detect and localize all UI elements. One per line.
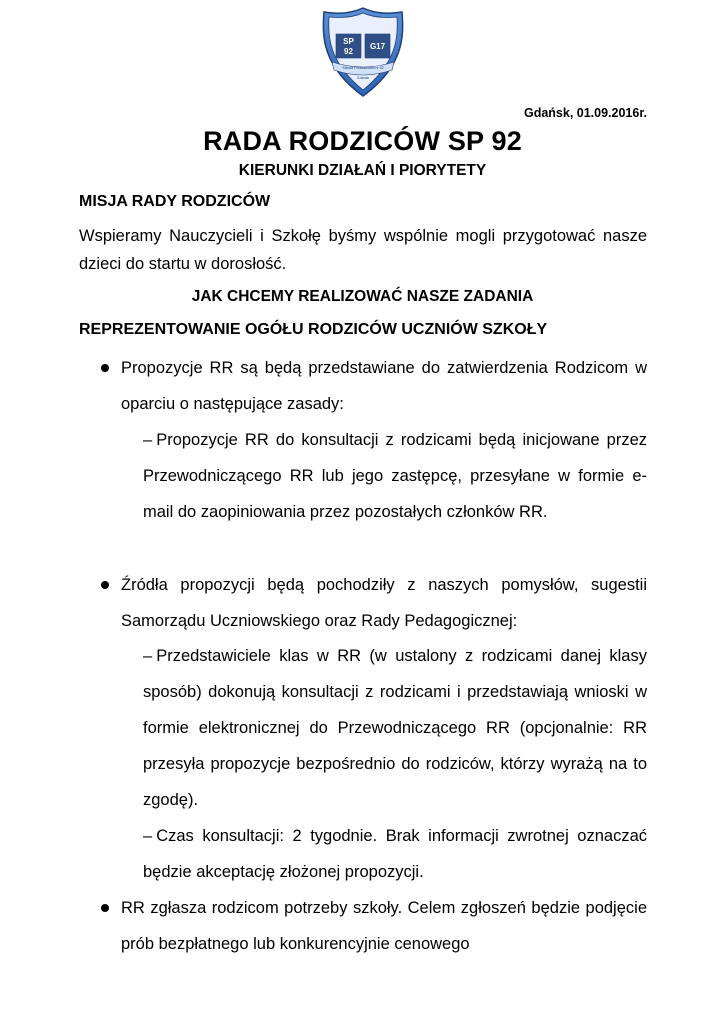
bullet-icon — [101, 904, 109, 912]
document-date: Gdańsk, 01.09.2016r. — [523, 106, 647, 120]
svg-text:Szkoła Podstawowa nr 92: Szkoła Podstawowa nr 92 — [342, 66, 384, 70]
sub-bullet-item: – Przedstawiciele klas w RR (w ustalony z rodzicami danej klasy sposób) dokonują konsultacji z rodzicami i przedstawiają wnioski w formie elektronicznej do Przewodniczącego RR (opcjonalnie: RR przesyła propozycje bezpośrednio do rodziców, którzy wyrażą na to zgodę). — [143, 647, 647, 809]
represent-heading: REPREZENTOWANIE OGÓŁU RODZICÓW UCZNIÓW SZKOŁY — [79, 321, 548, 338]
dash-icon: – — [143, 647, 153, 665]
school-crest-icon — [318, 6, 408, 98]
bullet-icon — [101, 364, 109, 372]
bullet-item: Propozycje RR są będą przedstawiane do zatwierdzenia Rodzicom w oparciu o następujące zasady: — [121, 359, 647, 413]
dash-icon: – — [143, 827, 153, 845]
bullet-item: RR zgłasza rodzicom potrzeby szkoły. Celem zgłoszeń będzie podjęcie prób bezpłatnego lub konkurencyjnie cenowego — [121, 899, 647, 953]
bullet-item: Źródła propozycji będą pochodziły z naszych pomysłów, sugestii Samorządu Uczniowskiego oraz Rady Pedagogicznej: — [121, 576, 647, 630]
document-subtitle: KIERUNKI DZIAŁAŃ I PIORYTETY — [238, 162, 487, 179]
how-heading: JAK CHCEMY REALIZOWAĆ NASZE ZADANIA — [191, 288, 534, 305]
mission-heading: MISJA RADY RODZICÓW — [79, 193, 271, 210]
sub-bullet-item: – Czas konsultacji: 2 tygodnie. Brak informacji zwrotnej oznaczać będzie akceptację złożonej propozycji. — [143, 827, 647, 881]
document-title: RADA RODZICÓW SP 92 — [203, 126, 522, 156]
bullet-icon — [101, 581, 109, 589]
sub-bullet-item: – Propozycje RR do konsultacji z rodzicami będą inicjowane przez Przewodniczącego RR lub jego zastępcę, przesyłane w formie e-mail do zaopiniowania przez pozostałych członków RR. — [143, 431, 647, 521]
svg-text:G17: G17 — [369, 42, 386, 51]
mission-text: Wspieramy Nauczycieli i Szkołę byśmy wspólnie mogli przygotować nasze dzieci do startu w dorosłość. — [79, 227, 647, 273]
svg-text:Gdańsk: Gdańsk — [356, 76, 370, 80]
svg-text:92: 92 — [344, 47, 353, 56]
svg-text:SP: SP — [343, 37, 354, 46]
dash-icon: – — [143, 431, 153, 449]
